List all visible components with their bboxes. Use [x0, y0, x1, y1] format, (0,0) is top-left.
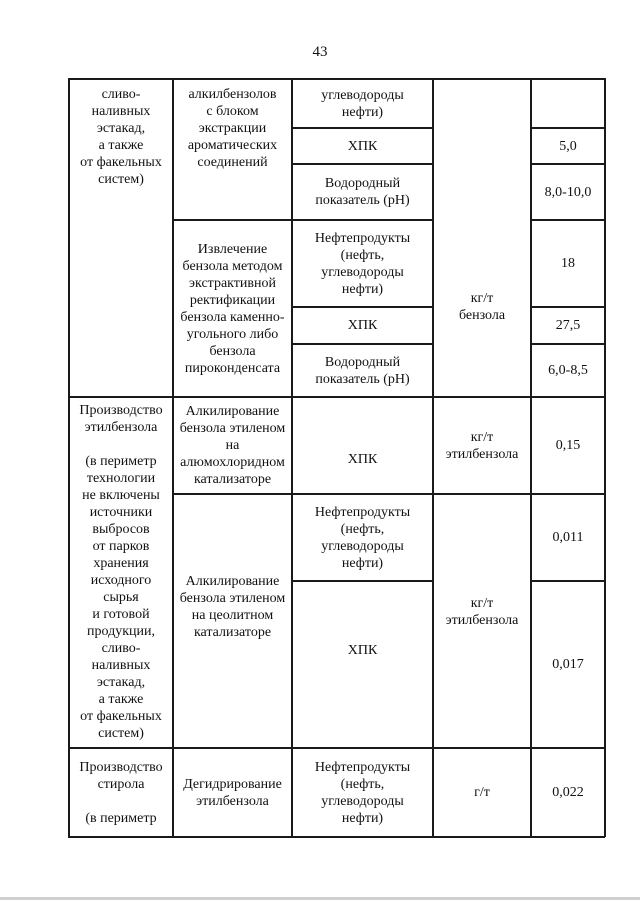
process-continuation-cell: сливо- наливных эстакад, а также от факельных систем) [80, 87, 162, 187]
value-cell: 0,15 [555, 438, 581, 453]
value-cell: 5,0 [559, 138, 577, 154]
technology-cell: Извлечение бензола методом экстрактивной ректификации бензола каменно- угольного либо бензола пироконденсата [180, 241, 285, 376]
process-cell: Производство стирола (в периметр [79, 760, 163, 826]
value-cell: 6,0-8,5 [548, 363, 588, 378]
technology-cell: Алкилирование бензола этиленом на алюмохлоридном катализаторе [179, 404, 286, 487]
unit-cell: г/т [474, 785, 490, 800]
indicator-cell: Водородный показатель (pH) [315, 354, 410, 387]
table-border-bottom [68, 836, 605, 838]
unit-cell: кг/т этилбензола [445, 596, 519, 628]
technology-cell: алкилбензолов с блоком экстракции ароматических соединений [187, 87, 278, 170]
value-cell [532, 80, 604, 127]
indicator-cell: Водородный показатель (pH) [315, 176, 410, 208]
indicator-cell: ХПК [347, 643, 378, 658]
value-cell: 0,011 [552, 530, 584, 545]
indicator-cell: ХПК [347, 452, 378, 467]
unit-cell: кг/т этилбензола [445, 429, 519, 462]
unit-cell: кг/т бензола [458, 291, 506, 323]
indicator-cell: ХПК [347, 138, 378, 154]
value-cell: 8,0-10,0 [544, 184, 592, 200]
indicator-cell: ХПК [347, 318, 378, 333]
page-number: 43 [312, 44, 328, 60]
indicator-cell: Нефтепродукты (нефть, углеводороды нефти) [314, 230, 411, 297]
value-cell: 0,017 [552, 657, 584, 672]
indicator-cell: Нефтепродукты (нефть, углеводороды нефти) [314, 759, 411, 826]
technology-cell: Алкилирование бензола этиленом на цеолитном катализаторе [179, 574, 286, 640]
table-border-right [604, 78, 606, 837]
value-cell: 18 [561, 256, 575, 271]
indicator-cell: углеводороды нефти) [321, 87, 404, 120]
value-cell: 0,022 [552, 785, 584, 800]
technology-cell: Дегидрирование этилбензола [183, 776, 282, 809]
scan-edge [0, 897, 640, 900]
process-cell: Производство этилбензола (в периметр технологии не включены источники выбросов от парков хранения исходного сырья и готовой продукции, сливо- наливных эстакад, а также от факельных систем) [79, 403, 163, 741]
indicator-cell: Нефтепродукты (нефть, углеводороды нефти) [314, 504, 411, 571]
value-cell: 27,5 [555, 318, 581, 333]
